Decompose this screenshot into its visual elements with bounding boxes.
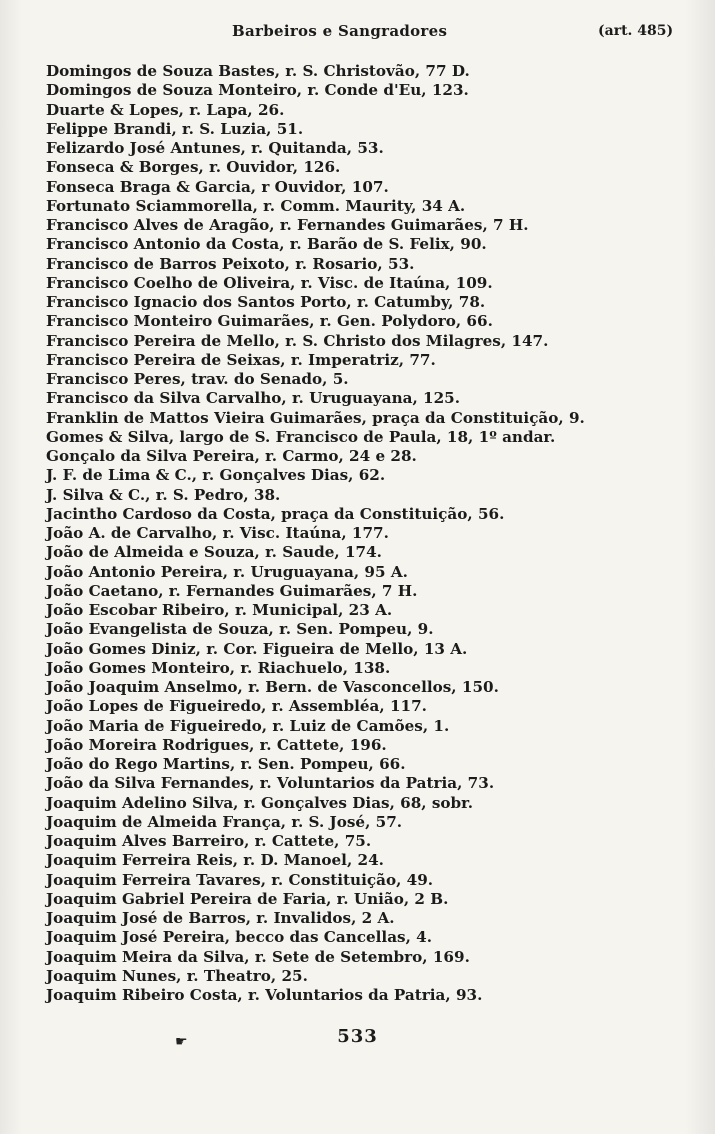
directory-entry: João da Silva Fernandes, r. Voluntarios da Patria, 73. [46,774,495,793]
directory-entry: Domingos de Souza Bastes, r. S. Christovão, 77 D. [46,62,470,80]
directory-entry: Joaquim Meira da Silva, r. Sete de Setembro, 169. [46,947,470,966]
directory-entry: Francisco de Barros Peixoto, r. Rosario, 53. [46,254,415,273]
directory-entry: Domingos de Souza Monteiro, r. Conde d'Eu, 123. [46,81,469,100]
directory-entry: Francisco Alves de Aragão, r. Fernandes Guimarães, 7 H. [46,216,529,234]
directory-entry: Francisco Peres, trav. do Senado, 5. [46,370,349,388]
directory-entry: Felippe Brandi, r. S. Luzia, 51. [46,119,304,138]
directory-entry: Joaquim José Pereira, becco das Cancellas, 4. [46,928,433,947]
directory-entry: Jacintho Cardoso da Costa, praça da Constituição, 56. [46,504,505,523]
directory-entry: João Maria de Figueiredo, r. Luiz de Camões, 1. [46,716,450,735]
directory-entry: João do Rego Martins, r. Sen. Pompeu, 66. [46,755,406,773]
directory-entry: João Gomes Monteiro, r. Riachuelo, 138. [46,658,391,677]
directory-entry: Fonseca & Borges, r. Ouvidor, 126. [46,158,341,177]
directory-entry: Gomes & Silva, largo de S. Francisco de Paula, 18, 1º andar. [46,427,556,446]
entry-list [46,62,686,1005]
directory-entry: Francisco Antonio da Costa, r. Barão de S. Felix, 90. [46,235,487,254]
directory-entry: Joaquim Alves Barreiro, r. Cattete, 75. [46,832,372,850]
directory-entry: Joaquim Adelino Silva, r. Gonçalves Dias, 68, sobr. [46,793,474,812]
directory-entry: João Joaquim Anselmo, r. Bern. de Vasconcellos, 150. [46,678,499,696]
directory-entry: Fortunato Sciammorella, r. Comm. Maurity, 34 A. [46,196,466,215]
directory-entry: João de Almeida e Souza, r. Saude, 174. [46,543,382,562]
page-footer [0,1026,715,1047]
directory-entry: Fonseca Braga & Garcia, r Ouvidor, 107. [46,177,389,196]
directory-entry: Joaquim Ferreira Reis, r. D. Manoel, 24. [46,851,384,870]
directory-entry: Joaquim Nunes, r. Theatro, 25. [46,966,308,985]
directory-entry: Francisco Coelho de Oliveira, r. Visc. de Itaúna, 109. [46,273,493,292]
directory-entry: João Escobar Ribeiro, r. Municipal, 23 A. [46,601,393,619]
running-title: Barbeiros e Sangradores [232,22,448,40]
scan-shadow-left [0,0,22,1134]
page-number: 533 [337,1026,378,1047]
directory-entry: Francisco Monteiro Guimarães, r. Gen. Polydoro, 66. [46,312,493,331]
page-header [0,20,715,46]
directory-entry: Francisco Pereira de Seixas, r. Imperatriz, 77. [46,350,436,369]
directory-entry: João A. de Carvalho, r. Visc. Itaúna, 177. [46,524,389,542]
pointing-hand-icon: ☛ [175,1034,188,1050]
directory-entry: Joaquim Gabriel Pereira de Faria, r. União, 2 B. [46,889,449,908]
directory-entry: Joaquim Ferreira Tavares, r. Constituição, 49. [46,870,434,889]
directory-entry: Francisco Ignacio dos Santos Porto, r. Catumby, 78. [46,293,486,311]
article-reference: (art. 485) [598,23,674,39]
directory-entry: J. Silva & C., r. S. Pedro, 38. [46,485,281,504]
directory-entry: João Gomes Diniz, r. Cor. Figueira de Mello, 13 A. [46,639,468,658]
directory-entry: João Moreira Rodrigues, r. Cattete, 196. [46,735,387,754]
directory-entry: Gonçalo da Silva Pereira, r. Carmo, 24 e 28. [46,447,417,465]
directory-entry: Francisco Pereira de Mello, r. S. Christo dos Milagres, 147. [46,331,549,350]
directory-entry: João Caetano, r. Fernandes Guimarães, 7 H. [46,581,418,600]
directory-entry: Francisco da Silva Carvalho, r. Uruguayana, 125. [46,389,461,408]
directory-entry: Franklin de Mattos Vieira Guimarães, praça da Constituição, 9. [46,408,585,427]
directory-entry: Joaquim de Almeida França, r. S. José, 57. [46,812,403,831]
directory-entry: João Evangelista de Souza, r. Sen. Pompeu, 9. [46,620,434,639]
directory-entry: J. F. de Lima & C., r. Gonçalves Dias, 62. [46,466,386,485]
directory-entry: Joaquim Ribeiro Costa, r. Voluntarios da Patria, 93. [46,986,483,1004]
directory-entry: João Lopes de Figueiredo, r. Assembléa, 117. [46,697,427,716]
directory-entry: Joaquim José de Barros, r. Invalidos, 2 A. [46,909,395,927]
scan-shadow-right [685,0,715,1134]
directory-entry: João Antonio Pereira, r. Uruguayana, 95 A. [46,562,408,581]
directory-entry: Felizardo José Antunes, r. Quitanda, 53. [46,139,384,157]
directory-entry: Duarte & Lopes, r. Lapa, 26. [46,100,285,119]
